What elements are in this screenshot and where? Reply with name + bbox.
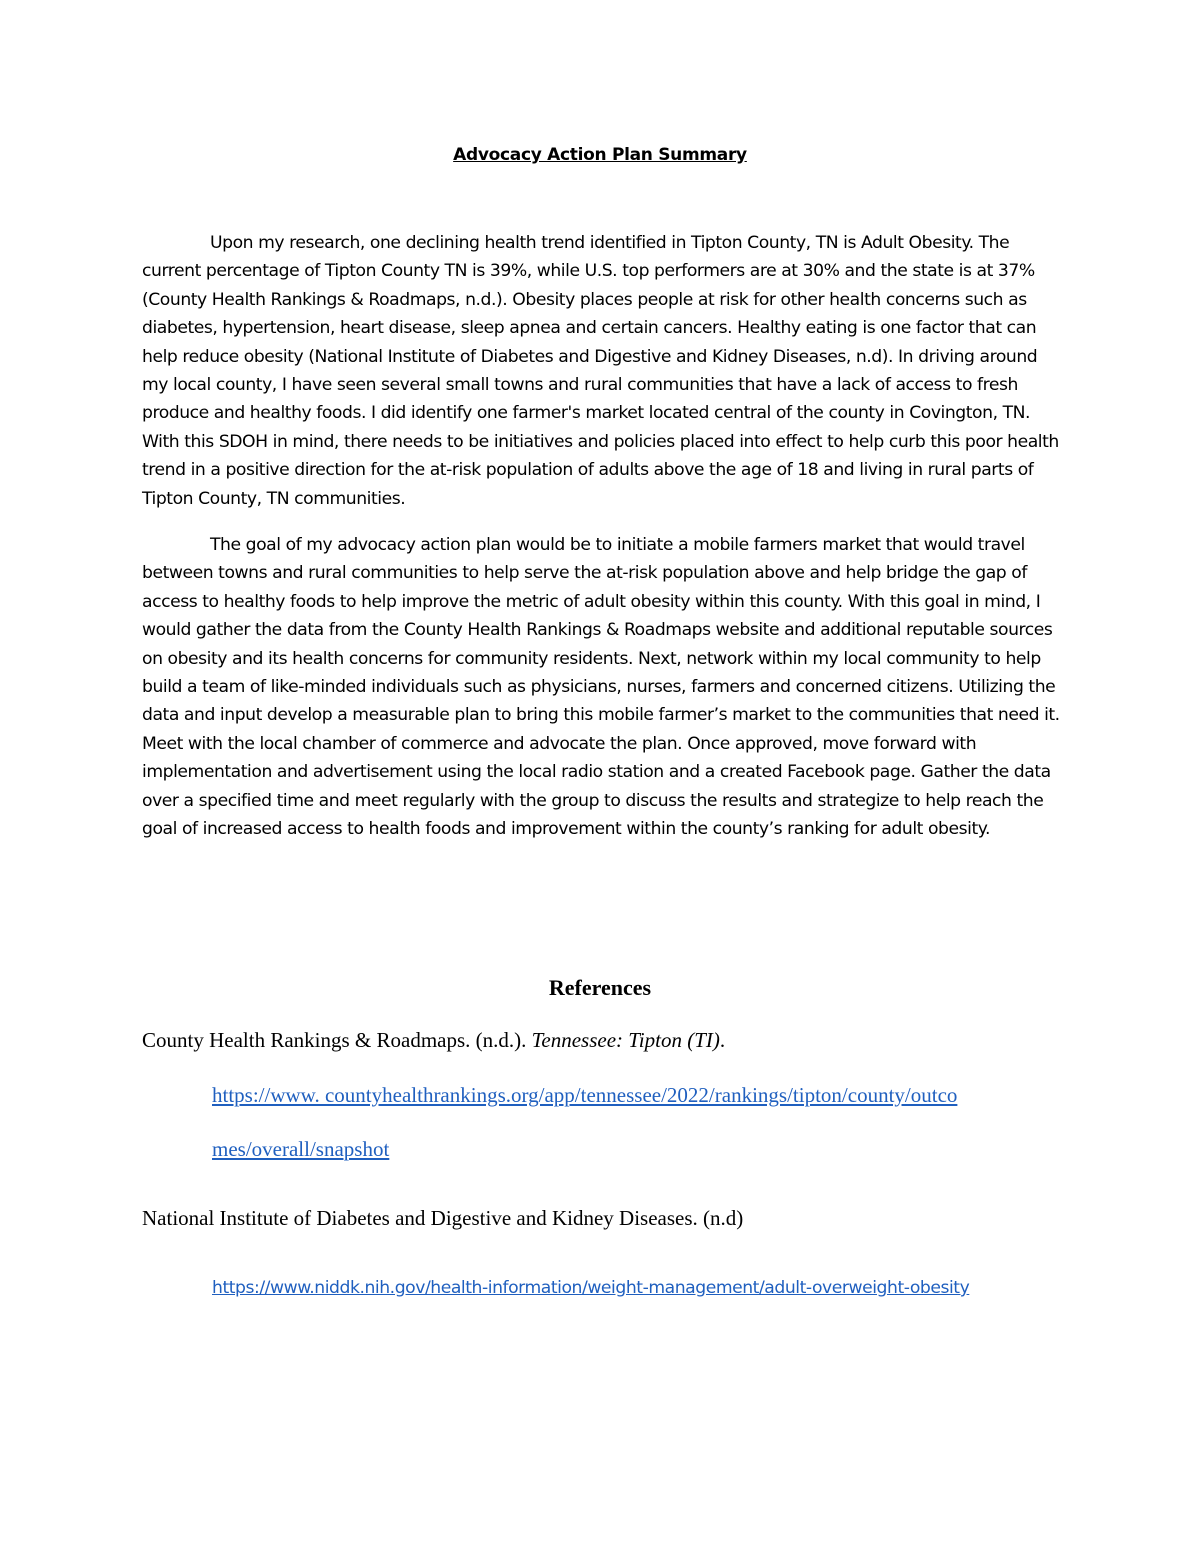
reference-entry-1 — [142, 1028, 725, 1053]
document-title: Advocacy Action Plan Summary — [453, 145, 747, 165]
reference-1-link-line-1[interactable]: https://www. countyhealthrankings.org/app/tennessee/2022/rankings/tipton/county/outco — [212, 1083, 958, 1107]
body-paragraph-1: Upon my research, one declining health trend identified in Tipton County, TN is Adult Obesity. The current percentage of Tipton County TN is 39%, while U.S. top performers are at 30% and the state is at 37% (County Health Rankings & Roadmaps, n.d.). Obesity places people at risk for other health concerns such as diabetes, hypertension, heart disease, sleep apnea and certain cancers. Healthy eating is one factor that can help reduce obesity (National Institute of Diabetes and Digestive and Kidney Diseases, n.d). In driving around my local county, I have seen several small towns and rural communities that have a lack of access to fresh produce and healthy foods. I did identify one farmer's market located central of the county in Covington, TN. With this SDOH in mind, there needs to be initiatives and policies placed into effect to help curb this poor health trend in a positive direction for the at-risk population of adults above the age of 18 and living in rural parts of Tipton County, TN communities. — [142, 233, 1059, 509]
reference-2-link[interactable]: https://www.niddk.nih.gov/health-information/weight-management/adult-overweight-obesity — [212, 1278, 970, 1298]
body-paragraph-2: The goal of my advocacy action plan would be to initiate a mobile farmers market that would travel between towns and rural communities to help serve the at-risk population above and help bridge the gap of access to healthy foods to help improve the metric of adult obesity within this county. With this goal in mind, I would gather the data from the County Health Rankings & Roadmaps website and additional reputable sources on obesity and its health concerns for community residents. Next, network within my local community to help build a team of like-minded individuals such as physicians, nurses, farmers and concerned citizens. Utilizing the data and input develop a measurable plan to bring this mobile farmer’s market to the communities that need it. Meet with the local chamber of commerce and advocate the plan. Once approved, move forward with implementation and advertisement using the local radio station and a created Facebook page. Gather the data over a specified time and meet regularly with the group to discuss the results and strategize to help reach the goal of increased access to health foods and improvement within the county’s ranking for adult obesity. — [142, 535, 1060, 840]
reference-1-title: Tennessee: Tipton (TI) — [531, 1028, 720, 1052]
reference-1-link-line-2[interactable]: mes/overall/snapshot — [212, 1137, 390, 1161]
reference-1-suffix: . — [719, 1028, 726, 1052]
references-heading: References — [548, 975, 652, 1000]
reference-1-text: County Health Rankings & Roadmaps. (n.d.). — [142, 1028, 532, 1052]
reference-entry-2: National Institute of Diabetes and Digestive and Kidney Diseases. (n.d) — [142, 1206, 744, 1230]
